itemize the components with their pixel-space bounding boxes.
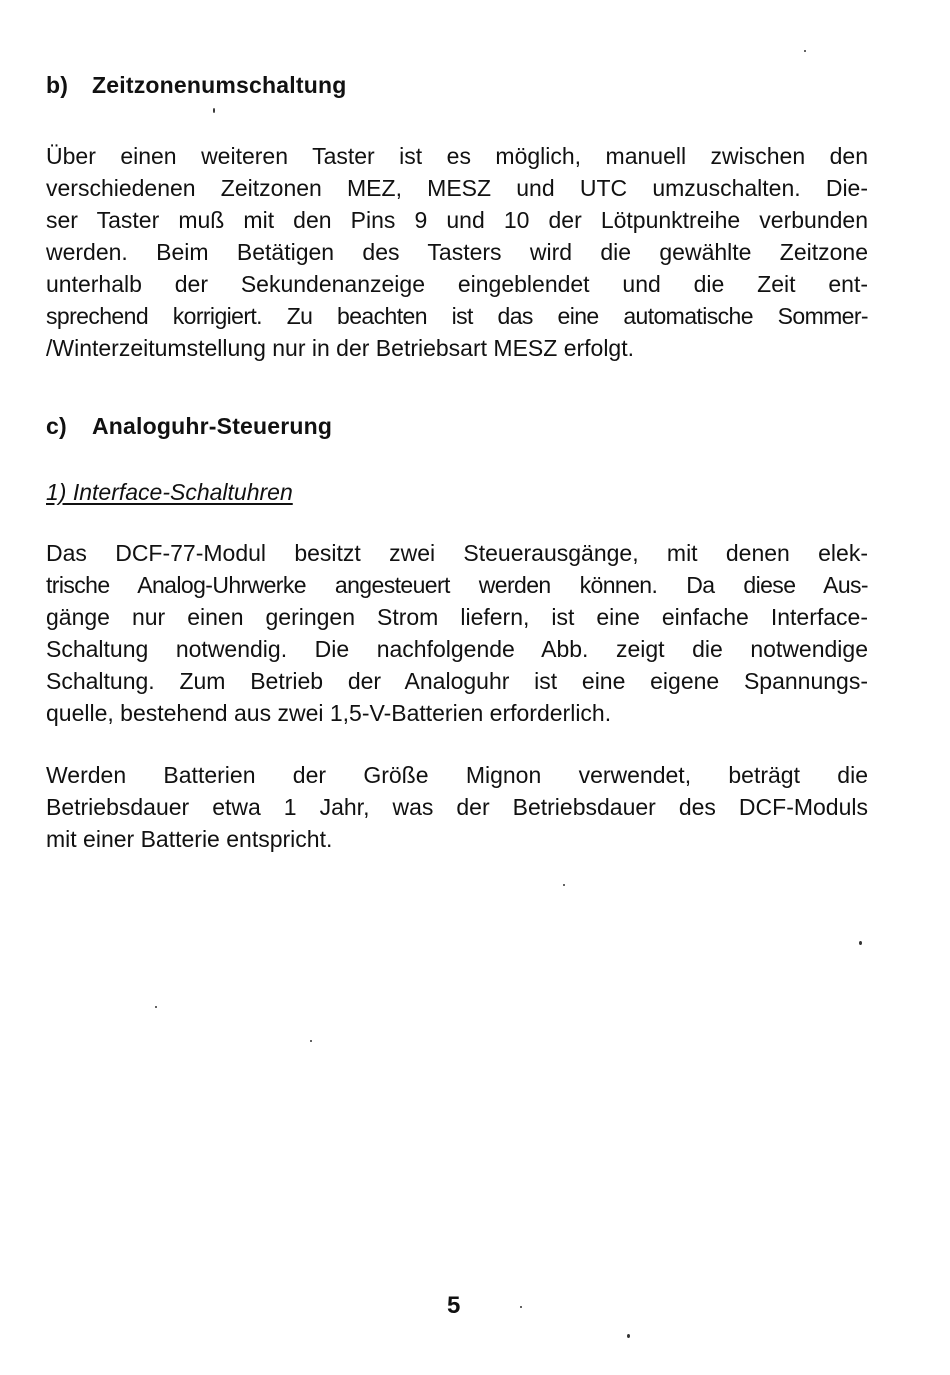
page-number: 5 xyxy=(447,1292,461,1319)
paragraph-line: Schaltung notwendig. Die nachfolgende Abb. zeigt die notwendige xyxy=(46,636,868,662)
paragraph-line: Schaltung. Zum Betrieb der Analoguhr ist eine eigene Spannungs- xyxy=(46,668,868,694)
scan-speck xyxy=(804,50,806,52)
section-b-marker: b) xyxy=(46,72,69,98)
scan-speck xyxy=(213,108,215,113)
section-b-heading xyxy=(46,72,346,99)
scan-speck xyxy=(627,1334,630,1338)
section-c-paragraph-1 xyxy=(46,537,868,729)
paragraph-line: Werden Batterien der Größe Mignon verwendet, beträgt die xyxy=(46,762,868,788)
section-c-paragraph-2 xyxy=(46,759,868,855)
paragraph-line: werden. Beim Betätigen des Tasters wird die gewählte Zeitzone xyxy=(46,239,868,265)
section-b-paragraph xyxy=(46,140,868,364)
paragraph-line: Das DCF-77-Modul besitzt zwei Steuerausgänge, mit denen elek- xyxy=(46,540,868,566)
subsection-heading: 1) Interface-Schaltuhren xyxy=(46,479,293,505)
paragraph-line: /Winterzeitumstellung nur in der Betriebsart MESZ erfolgt. xyxy=(46,335,635,361)
paragraph-line: ser Taster muß mit den Pins 9 und 10 der Lötpunktreihe verbunden xyxy=(46,207,868,233)
scan-speck xyxy=(520,1306,522,1308)
paragraph-line: gänge nur einen geringen Strom liefern, ist eine einfache Interface- xyxy=(46,604,868,630)
paragraph-line: sprechend korrigiert. Zu beachten ist das eine automatische Sommer- xyxy=(46,303,868,329)
scan-speck xyxy=(563,884,565,886)
scan-speck xyxy=(155,1006,157,1008)
section-b-title: Zeitzonenumschaltung xyxy=(92,72,347,98)
paragraph-line: mit einer Batterie entspricht. xyxy=(46,826,333,852)
scan-speck xyxy=(310,1040,312,1042)
paragraph-line: Über einen weiteren Taster ist es möglich, manuell zwischen den xyxy=(46,143,868,169)
paragraph-line: trische Analog-Uhrwerke angesteuert werden können. Da diese Aus- xyxy=(46,572,868,598)
section-c-title: Analoguhr-Steuerung xyxy=(92,413,333,439)
paragraph-line: Betriebsdauer etwa 1 Jahr, was der Betriebsdauer des DCF-Moduls xyxy=(46,794,868,820)
paragraph-line: quelle, bestehend aus zwei 1,5-V-Batterien erforderlich. xyxy=(46,700,612,726)
scan-speck xyxy=(859,941,862,945)
paragraph-line: verschiedenen Zeitzonen MEZ, MESZ und UTC umzuschalten. Die- xyxy=(46,175,868,201)
section-c-marker: c) xyxy=(46,413,67,439)
section-c-heading xyxy=(46,413,332,440)
paragraph-line: unterhalb der Sekundenanzeige eingeblendet und die Zeit ent- xyxy=(46,271,868,297)
